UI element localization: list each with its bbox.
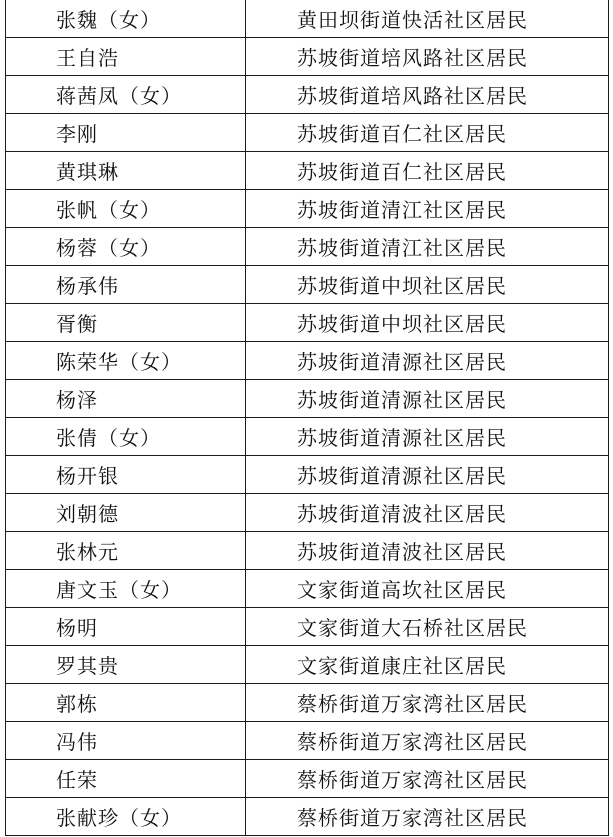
table-row — [6, 760, 609, 798]
table-row — [6, 304, 609, 342]
resident-name-cell: 杨明 — [6, 608, 246, 646]
table-row — [6, 152, 609, 190]
table-row — [6, 418, 609, 456]
resident-community-cell: 苏坡街道清波社区居民 — [246, 532, 609, 570]
table-row — [6, 76, 609, 114]
resident-community-cell: 文家街道大石桥社区居民 — [246, 608, 609, 646]
table-row — [6, 456, 609, 494]
resident-community-cell: 文家街道康庄社区居民 — [246, 646, 609, 684]
table-row — [6, 380, 609, 418]
table-row — [6, 0, 609, 38]
resident-community-cell: 苏坡街道清源社区居民 — [246, 342, 609, 380]
resident-name-cell: 杨泽 — [6, 380, 246, 418]
resident-community-cell: 苏坡街道清波社区居民 — [246, 494, 609, 532]
resident-community-cell: 苏坡街道清源社区居民 — [246, 418, 609, 456]
resident-name-cell: 罗其贵 — [6, 646, 246, 684]
resident-table — [5, 0, 609, 836]
table-row — [6, 114, 609, 152]
resident-name-cell: 张倩（女） — [6, 418, 246, 456]
resident-name-cell: 黄琪琳 — [6, 152, 246, 190]
resident-community-cell: 苏坡街道培风路社区居民 — [246, 76, 609, 114]
resident-community-cell: 蔡桥街道万家湾社区居民 — [246, 798, 609, 836]
table-row — [6, 494, 609, 532]
resident-name-cell: 李刚 — [6, 114, 246, 152]
resident-name-cell: 杨蓉（女） — [6, 228, 246, 266]
resident-community-cell: 苏坡街道清江社区居民 — [246, 228, 609, 266]
resident-community-cell: 苏坡街道中坝社区居民 — [246, 304, 609, 342]
resident-name-cell: 王自浩 — [6, 38, 246, 76]
resident-community-cell: 苏坡街道百仁社区居民 — [246, 152, 609, 190]
document-page — [5, 0, 608, 835]
table-row — [6, 646, 609, 684]
resident-community-cell: 苏坡街道培风路社区居民 — [246, 38, 609, 76]
resident-name-cell: 杨开银 — [6, 456, 246, 494]
resident-name-cell: 陈荣华（女） — [6, 342, 246, 380]
resident-table-body — [6, 0, 609, 836]
resident-name-cell: 郭栋 — [6, 684, 246, 722]
table-row — [6, 190, 609, 228]
resident-community-cell: 蔡桥街道万家湾社区居民 — [246, 722, 609, 760]
resident-community-cell: 蔡桥街道万家湾社区居民 — [246, 760, 609, 798]
resident-name-cell: 蒋茜凤（女） — [6, 76, 246, 114]
resident-community-cell: 苏坡街道清源社区居民 — [246, 456, 609, 494]
table-row — [6, 38, 609, 76]
table-row — [6, 684, 609, 722]
resident-community-cell: 苏坡街道清源社区居民 — [246, 380, 609, 418]
table-row — [6, 266, 609, 304]
table-row — [6, 608, 609, 646]
resident-name-cell: 刘朝德 — [6, 494, 246, 532]
resident-name-cell: 杨承伟 — [6, 266, 246, 304]
table-row — [6, 722, 609, 760]
resident-name-cell: 张帆（女） — [6, 190, 246, 228]
resident-community-cell: 黄田坝街道快活社区居民 — [246, 0, 609, 38]
table-row — [6, 532, 609, 570]
resident-name-cell: 冯伟 — [6, 722, 246, 760]
table-row — [6, 342, 609, 380]
resident-community-cell: 苏坡街道百仁社区居民 — [246, 114, 609, 152]
resident-community-cell: 文家街道高坎社区居民 — [246, 570, 609, 608]
resident-name-cell: 张林元 — [6, 532, 246, 570]
resident-community-cell: 苏坡街道中坝社区居民 — [246, 266, 609, 304]
table-row — [6, 228, 609, 266]
resident-name-cell: 胥衡 — [6, 304, 246, 342]
resident-name-cell: 唐文玉（女） — [6, 570, 246, 608]
table-row — [6, 798, 609, 836]
resident-name-cell: 张献珍（女） — [6, 798, 246, 836]
table-row — [6, 570, 609, 608]
resident-community-cell: 苏坡街道清江社区居民 — [246, 190, 609, 228]
resident-community-cell: 蔡桥街道万家湾社区居民 — [246, 684, 609, 722]
resident-name-cell: 任荣 — [6, 760, 246, 798]
resident-name-cell: 张魏（女） — [6, 0, 246, 38]
